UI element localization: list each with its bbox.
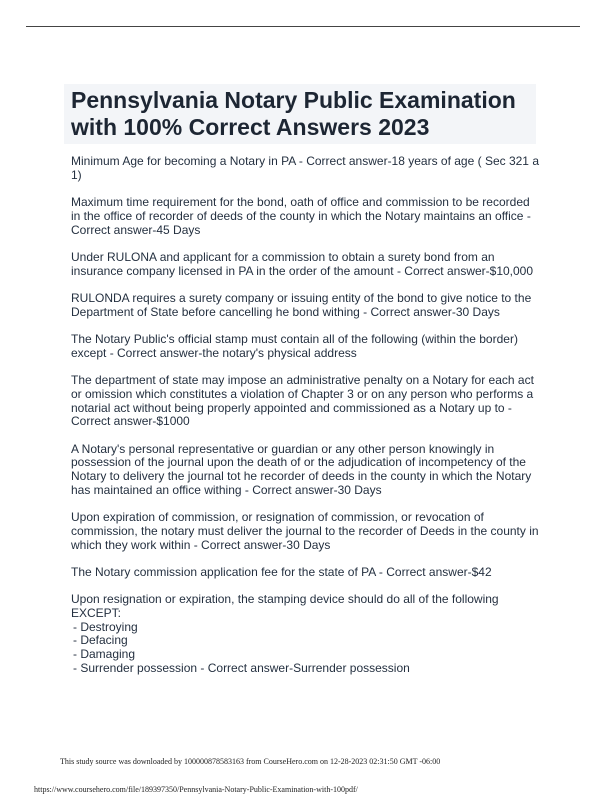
qa-item-8: Upon expiration of commission, or resignation of commission, or revocation of commission, the notary must deliver the journal to the recorder of Deeds in the county in which they work within - Correct answer-30 Days (71, 510, 539, 552)
qa-item-3: Under RULONA and applicant for a commission to obtain a surety bond from an insurance company licensed in PA in the order of the amount - Correct answer-$10,000 (71, 249, 534, 278)
qa-item-2: Maximum time requirement for the bond, oath of office and commission to be recorded in the office of recorder of deeds of the county in which the Notary maintains an office - Correct answer-45 Days (71, 195, 531, 237)
source-url[interactable]: https://www.coursehero.com/file/189397350/Pennsylvania-Notary-Public-Examination-with-100pdf/ (34, 785, 358, 794)
qa-item-5: The Notary Public's official stamp must contain all of the following (within the border) except - Correct answer-the notary's physical address (71, 332, 518, 360)
qa-item-4: RULONDA requires a surety company or issuing entity of the bond to give notice to the Department of State before cancelling he bond withing - Correct answer-30 Days (71, 290, 532, 319)
qa-item-1: Minimum Age for becoming a Notary in PA - Correct answer-18 years of age ( Sec 321 a 1) (71, 154, 539, 182)
document-body (71, 155, 541, 689)
answer-option-4: - Surrender possession - Correct answer-Surrender possession (73, 660, 410, 675)
qa-item-7: A Notary's personal representative or guardian or any other person knowingly in possession of the journal upon the death of or the adjudication of incompetency of the Notary to delivery the journal tot he recorder of deeds in the county in which the Notary has maintained an office withing - Correct answer-30 Days (71, 441, 532, 497)
download-notice: This study source was downloaded by 100000878583163 from CourseHero.com on 12-28-2023 02:31:50 GMT -06:00 (60, 757, 441, 766)
top-divider (26, 26, 580, 27)
answer-option-3: - Damaging (73, 647, 136, 662)
qa-item-6: The department of state may impose an administrative penalty on a Notary for each act or omission which constitutes a violation of Chapter 3 or on any person who performs a notarial act without being properly appointed and commissioned as a Notary up to - Correct answer-$1000 (71, 373, 534, 429)
qa-item-10 (71, 593, 541, 675)
answer-option-1: - Destroying (73, 619, 138, 634)
qa-item-10-question: Upon resignation or expiration, the stamping device should do all of the following EXCEPT: (71, 592, 499, 621)
qa-item-9: The Notary commission application fee for the state of PA - Correct answer-$42 (71, 564, 492, 579)
document-title: Pennsylvania Notary Public Examination with 100% Correct Answers 2023 (71, 87, 516, 140)
answer-option-2: - Defacing (73, 633, 128, 648)
